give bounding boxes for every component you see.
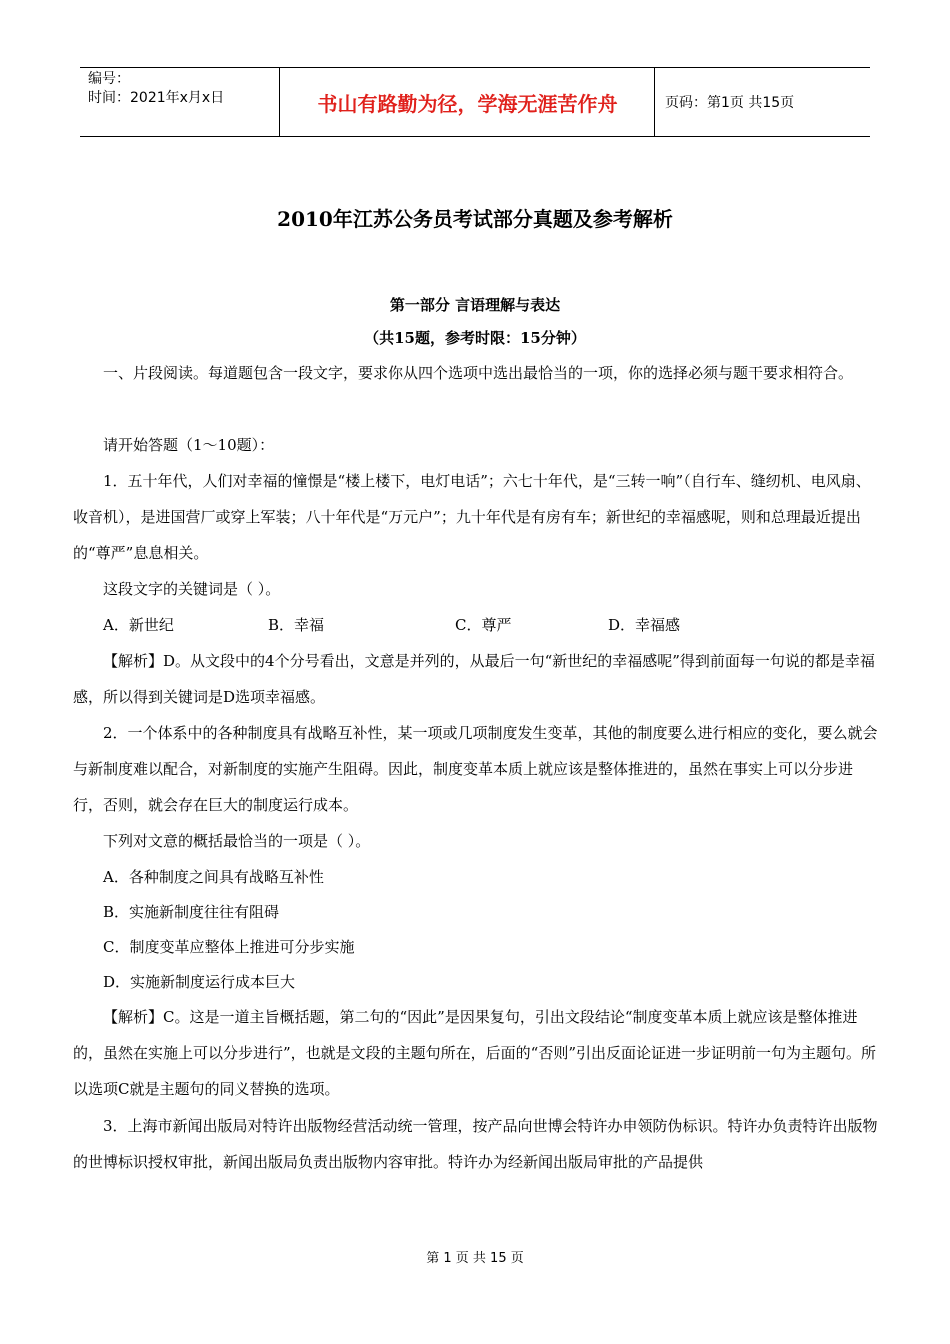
q2-question: 下列对文意的概括最恰当的一项是（ ）。 [103, 832, 371, 850]
q1-question: 这段文字的关键词是（ ）。 [103, 580, 281, 598]
q3-stem: 3．上海市新闻出版局对特许出版物经营活动统一管理，按产品向世博会特许办申领防伪标识。特许办负责特许出版物的世博标识授权审批，新闻出版局负责出版物内容审批。特许办为经新闻出版局审批的产品提供 [73, 1117, 878, 1171]
q2-option-d: D．实施新制度运行成本巨大 [103, 973, 296, 991]
q1-analysis: 【解析】D。从文段中的4个分号看出，文意是并列的，从最后一句“新世纪的幸福感呢”得到前面每一句说的都是幸福感，所以得到关键词是D选项幸福感。 [73, 652, 875, 706]
q1-option-d: D．幸福感 [608, 616, 681, 634]
page-footer: 第 1 页 共 15 页 [426, 1251, 524, 1266]
q1-option-c: C．尊严 [455, 616, 512, 634]
header-table [80, 67, 870, 137]
q2-option-c: C．制度变革应整体上推进可分步实施 [103, 938, 355, 956]
motto: 书山有路勤为径，学海无涯苦作舟 [281, 68, 655, 136]
header-info-cell [80, 68, 280, 136]
q2-analysis: 【解析】C。这是一道主旨概括题，第二句的“因此”是因果复句，引出文段结论“制度变革本质上就应该是整体推进的，虽然在实施上可以分步进行”，也就是文段的主题句所在，后面的“否则”引出反面论证进一步证明前一句为主题句。所以选项C就是主题句的同义替换的选项。 [73, 1008, 877, 1098]
section-info: （共15题，参考时限：15分钟） [364, 329, 586, 347]
section-name: 第一部分 言语理解与表达 [389, 296, 561, 314]
document-title: 2010年江苏公务员考试部分真题及参考解析 [277, 207, 673, 231]
date-label: 时间：2021年x月x日 [88, 90, 225, 106]
start-instruction: 请开始答题（1～10题）： [103, 436, 275, 454]
intro-paragraph: 一、片段阅读。每道题包含一段文字，要求你从四个选项中选出最恰当的一项，你的选择必须与题干要求相符合。 [103, 364, 854, 382]
q2-option-a: A．各种制度之间具有战略互补性 [103, 868, 324, 886]
q1-option-b: B．幸福 [268, 616, 325, 634]
q2-option-b: B．实施新制度往往有阻碍 [103, 903, 280, 921]
number-label: 编号： [88, 71, 130, 87]
q2-stem: 2．一个体系中的各种制度具有战略互补性，某一项或几项制度发生变革，其他的制度要么进行相应的变化，要么就会与新制度难以配合，对新制度的实施产生阻碍。因此，制度变革本质上就应该是整体推进的，虽然在事实上可以分步进行，否则，就会存在巨大的制度运行成本。 [73, 724, 878, 814]
q1-stem: 1．五十年代，人们对幸福的憧憬是“楼上楼下，电灯电话”；六七十年代，是“三转一响”（自行车、缝纫机、电风扇、收音机），是进国营厂或穿上军装；八十年代是“万元户”；九十年代是有房有车；新世纪的幸福感呢，则和总理最近提出的“尊严”息息相关。 [73, 472, 871, 562]
page-label: 页码：第1页 共15页 [665, 95, 795, 111]
q1-option-a: A．新世纪 [103, 616, 174, 634]
